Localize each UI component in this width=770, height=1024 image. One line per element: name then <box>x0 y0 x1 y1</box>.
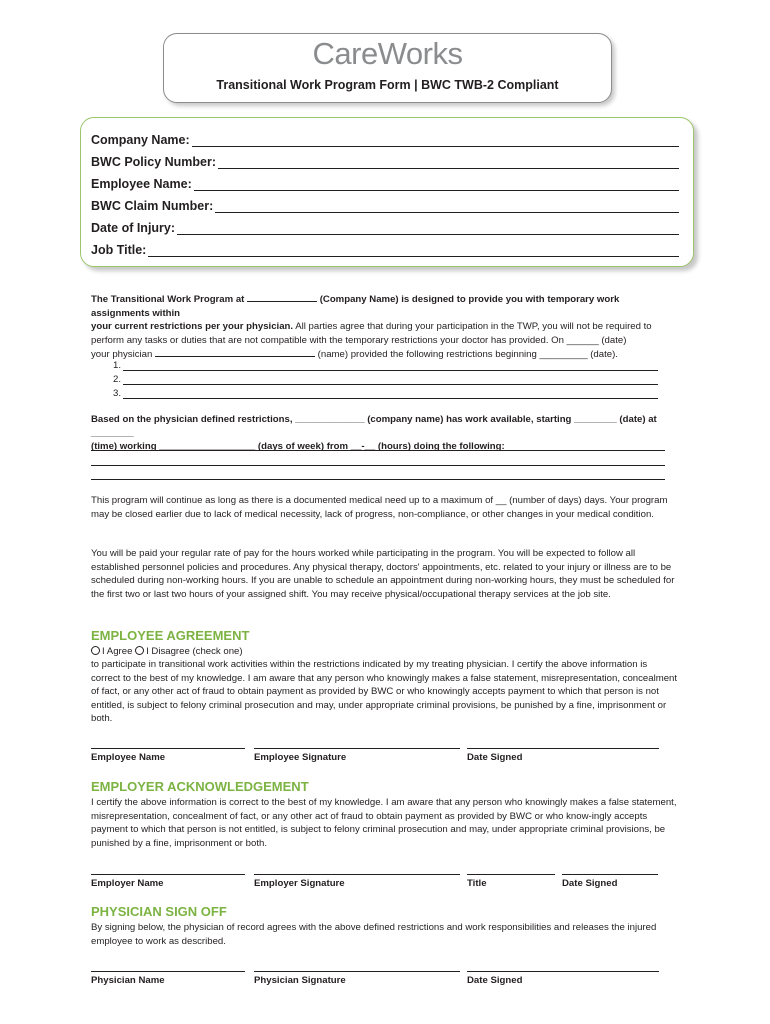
employee-agreement-heading: EMPLOYEE AGREEMENT <box>91 628 250 643</box>
physician-name-blank[interactable] <box>155 347 315 357</box>
info-fields-box <box>80 117 694 267</box>
physician-date-label: Date Signed <box>467 975 523 986</box>
employer-signature-label: Employer Signature <box>254 878 345 889</box>
employer-ack-text: I certify the above information is correct to the best of my knowledge. I am aware that any person who knowingly makes a false statement, misrepresentation, concealment of fact, or any other act of fraud to obtain payment as provided by BWC or who know-ingly accepts payment to which that person is not entitled, is subject to felony criminal prosecution and may, under appropriate criminal provisions, be punished by a fine, imprisonment or both. <box>91 797 677 849</box>
employee-name-field[interactable]: Employee Name: <box>91 171 679 191</box>
employer-title-label: Title <box>467 878 487 889</box>
duration-paragraph: This program will continue as long as there is a documented medical need up to a maximum of __ (number of days) days. Your program may be closed earlier due to lack of medical necessity, lack of progress, non-compliance, or other changes in your medical condition. <box>91 495 668 520</box>
employer-signature-line[interactable] <box>254 874 460 875</box>
employee-name-label: Employee Name <box>91 752 166 763</box>
physician-signature-line[interactable] <box>254 971 460 972</box>
employer-name-line[interactable] <box>91 874 245 875</box>
date-of-injury-field[interactable]: Date of Injury: <box>91 215 679 235</box>
employer-date-label: Date Signed <box>562 878 618 889</box>
company-blank[interactable] <box>247 292 317 302</box>
agree-options: I Agree I Disagree (check one) <box>91 645 679 659</box>
restriction-line-1[interactable]: 1. <box>113 358 658 371</box>
employee-signature-line[interactable] <box>254 748 460 749</box>
employee-date-label: Date Signed <box>467 752 523 763</box>
pay-paragraph: You will be paid your regular rate of pay for the hours worked while participating in the program. You will be expected to follow all established personnel policies and procedures. Any physical therapy, doctors' appointments, etc. related to your injury or illness are to be scheduled during non-working hours. If you are unable to schedule an appointment during non-working hours, they must be scheduled for the first two or last two hours of your assigned shift. You may receive physical/occupational therapy services at the job site. <box>91 548 675 600</box>
employer-name-label: Employer Name <box>91 878 164 889</box>
work-availability-paragraph: Based on the physician defined restrictions, _____________ (company name) has work available, starting ________ (date) at ________ (time) working __________________ (days of week) from __-__ (hours) doing the following: <box>91 414 657 453</box>
header-box <box>163 33 612 103</box>
employee-date-line[interactable] <box>467 748 659 749</box>
employer-ack-heading: EMPLOYER ACKNOWLEDGEMENT <box>91 779 309 794</box>
physician-signature-label: Physician Signature <box>254 975 346 986</box>
form-title: Transitional Work Program Form | BWC TWB-2 Compliant <box>216 78 559 92</box>
physician-date-line[interactable] <box>467 971 659 972</box>
job-title-field[interactable]: Job Title: <box>91 237 679 257</box>
duties-line-1[interactable] <box>91 450 665 451</box>
careworks-logo: CareWorks <box>312 36 463 71</box>
restriction-line-3[interactable]: 3. <box>113 386 658 399</box>
physician-name-label: Physician Name <box>91 975 165 986</box>
employer-date-line[interactable] <box>562 874 658 875</box>
bwc-policy-number-field[interactable]: BWC Policy Number: <box>91 149 679 169</box>
employer-title-line[interactable] <box>467 874 555 875</box>
duties-line-2[interactable] <box>91 465 665 466</box>
agree-radio[interactable] <box>91 646 100 655</box>
employee-name-line[interactable] <box>91 748 245 749</box>
company-name-field[interactable]: Company Name: <box>91 127 679 147</box>
disagree-radio[interactable] <box>135 646 144 655</box>
bwc-claim-number-field[interactable]: BWC Claim Number: <box>91 193 679 213</box>
intro-paragraph: The Transitional Work Program at (Company Name) is designed to provide you with temporary work assignments within your current restrictions per your physician. All parties agree that during your participation in the TWP, you will not be required to perform any tasks or duties that are not compatible with the temporary restrictions your doctor has provided. On ______ (date) your physician (name) provided the following restrictions beginning _________ (date). <box>91 294 652 361</box>
restriction-line-2[interactable]: 2. <box>113 372 658 385</box>
employee-signature-label: Employee Signature <box>254 752 347 763</box>
duties-line-3[interactable] <box>91 479 665 480</box>
physician-name-line[interactable] <box>91 971 245 972</box>
physician-text: By signing below, the physician of record agrees with the above defined restrictions and work responsibilities and releases the injured employee to work as described. <box>91 922 657 947</box>
employee-agreement-text: to participate in transitional work activities within the restrictions indicated by my treating physician. I certify the above information is correct to the best of my knowledge. I am aware that any person who knowingly makes a false statement, misrepresentation, concealment of fact, or any other act of fraud to obtain payment as provided by BWC or who knowingly accepts payment to which that person is not entitled, is subject to felony criminal prosecution and may, under appropriate criminal provisions, be punished by a fine, imprisonment or both. <box>91 659 678 725</box>
physician-heading: PHYSICIAN SIGN OFF <box>91 904 227 919</box>
